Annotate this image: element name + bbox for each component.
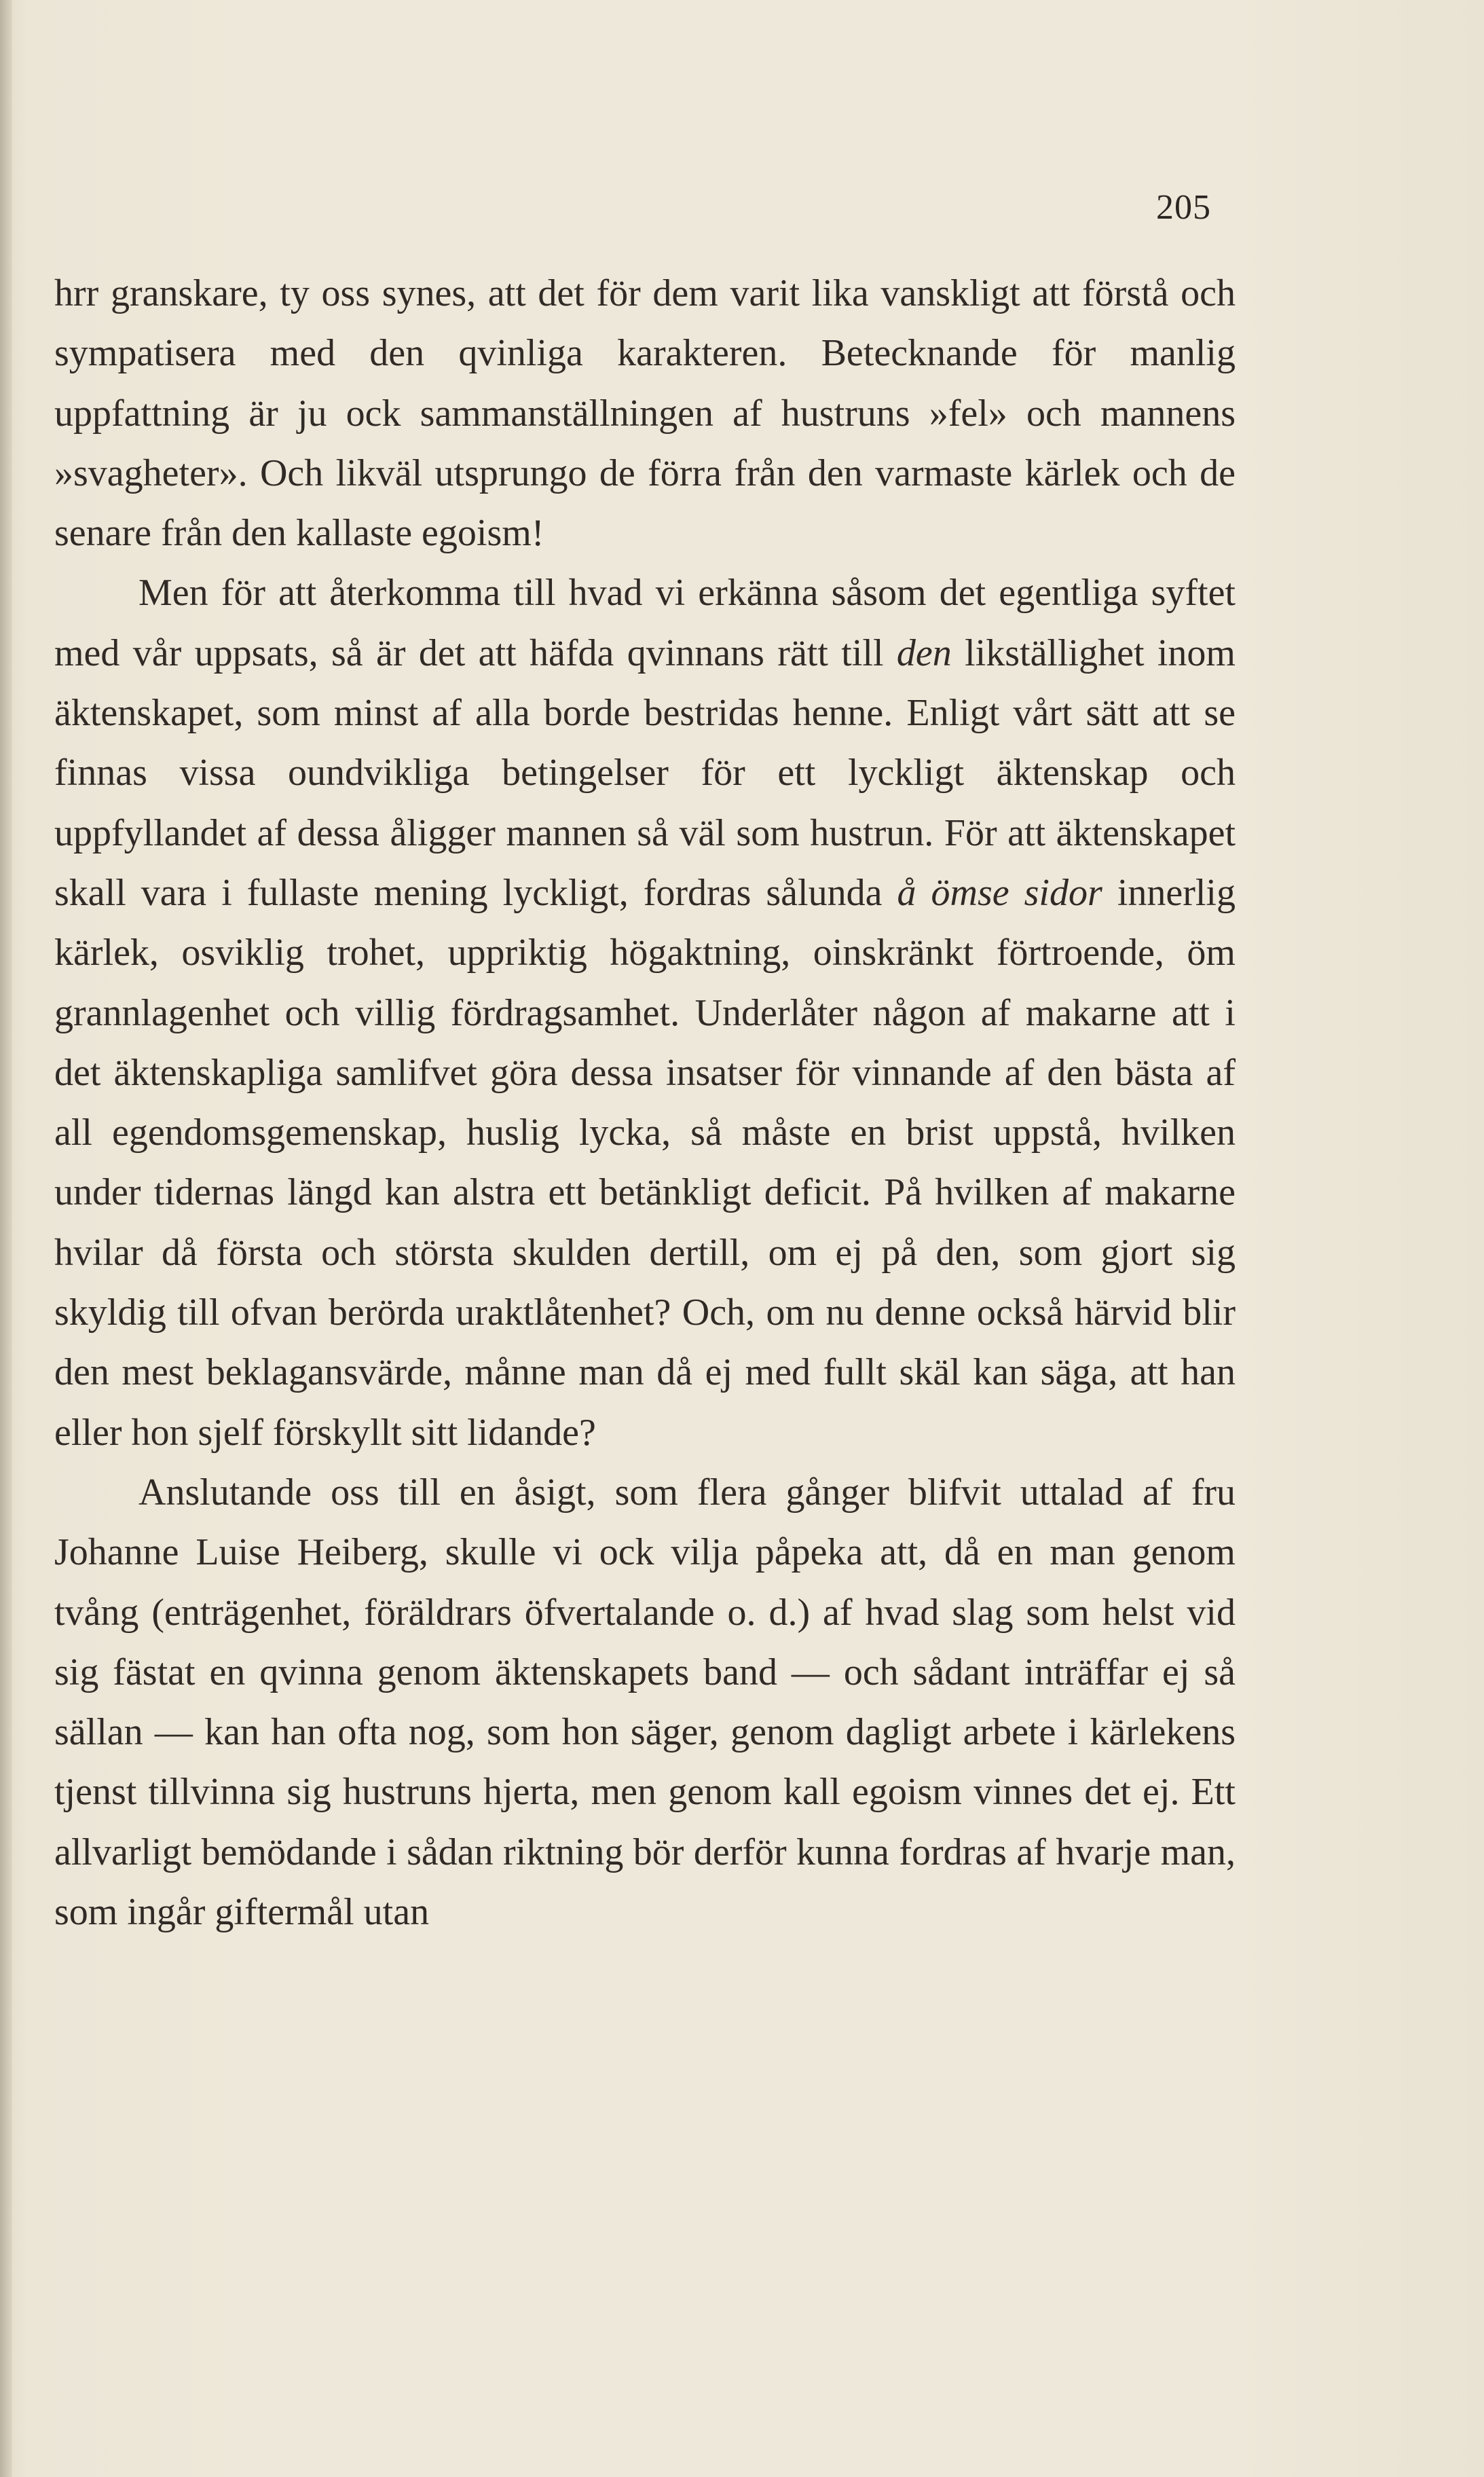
text-run: Anslutande oss till en åsigt, som flera gånger blifvit uttalad af fru Johanne Luise Heiberg, skulle vi ock vilja påpeka att, då en man genom tvång (enträgenhet, föräldrars öfvertalande o. d.) af hvad slag som helst vid sig fästat en qvinna genom äktenskapets band — och sådant inträffar ej så sällan — kan han ofta nog, som hon säger, genom dagligt arbete i kärlekens tjenst tillvinna sig hustruns hjerta, men genom kall egoism vinnes det ej. Ett allvarligt bemödande i sådan riktning bör derför kunna fordras af hvarje man, som ingår giftermål utan	[54, 1471, 1236, 1934]
text-run: likställighet inom äktenskapet, som minst af alla borde bestridas henne. Enligt vårt sätt att se finnas vissa oundvikliga betingelser för ett lyckligt äktenskap och uppfyllandet af dessa åligger mannen så väl som hustrun. För att äktenskapet skall vara i fullaste mening lyckligt, fordras sålunda	[54, 631, 1236, 914]
page-number: 205	[1156, 188, 1211, 227]
spine-shadow	[0, 0, 12, 2477]
text-run: Men för att återkomma till hvad vi erkänna såsom det egentliga syftet med vår uppsats, så är det att häfda qvinnans rätt till	[54, 572, 1236, 674]
text-run: hrr granskare, ty oss synes, att det för dem varit lika vanskligt att förstå och sympatisera med den qvinliga karakteren. Betecknande för manlig uppfattning är ju ock sammanställningen af hustruns »fel» och mannens »svagheter». Och likväl utsprungo de förra från den varmaste kärlek och de senare från den kallaste egoism!	[54, 272, 1236, 555]
paragraph-3	[54, 1463, 1236, 1942]
paragraph-2	[54, 563, 1236, 1462]
italic-text-run: å ömse sidor	[897, 871, 1102, 914]
italic-text-run: den	[896, 631, 952, 674]
text-run: innerlig kärlek, osviklig trohet, uppriktig högaktning, oinskränkt förtroende, öm grannlagenhet och villig fördragsamhet. Underlåter någon af makarne att i det äktenskapliga samlifvet göra dessa insatser för vinnande af den bästa af all egendomsgemenskap, huslig lycka, så måste en brist uppstå, hvilken under tidernas längd kan alstra ett betänkligt deficit. På hvilken af makarne hvilar då första och största skulden dertill, om ej på den, som gjort sig skyldig till ofvan berörda uraktlåtenhet? Och, om nu denne också härvid blir den mest beklagansvärde, månne man då ej med fullt skäl kan säga, att han eller hon sjelf förskyllt sitt lidande?	[54, 871, 1236, 1454]
body-text	[54, 263, 1236, 1942]
paragraph-1	[54, 263, 1236, 563]
